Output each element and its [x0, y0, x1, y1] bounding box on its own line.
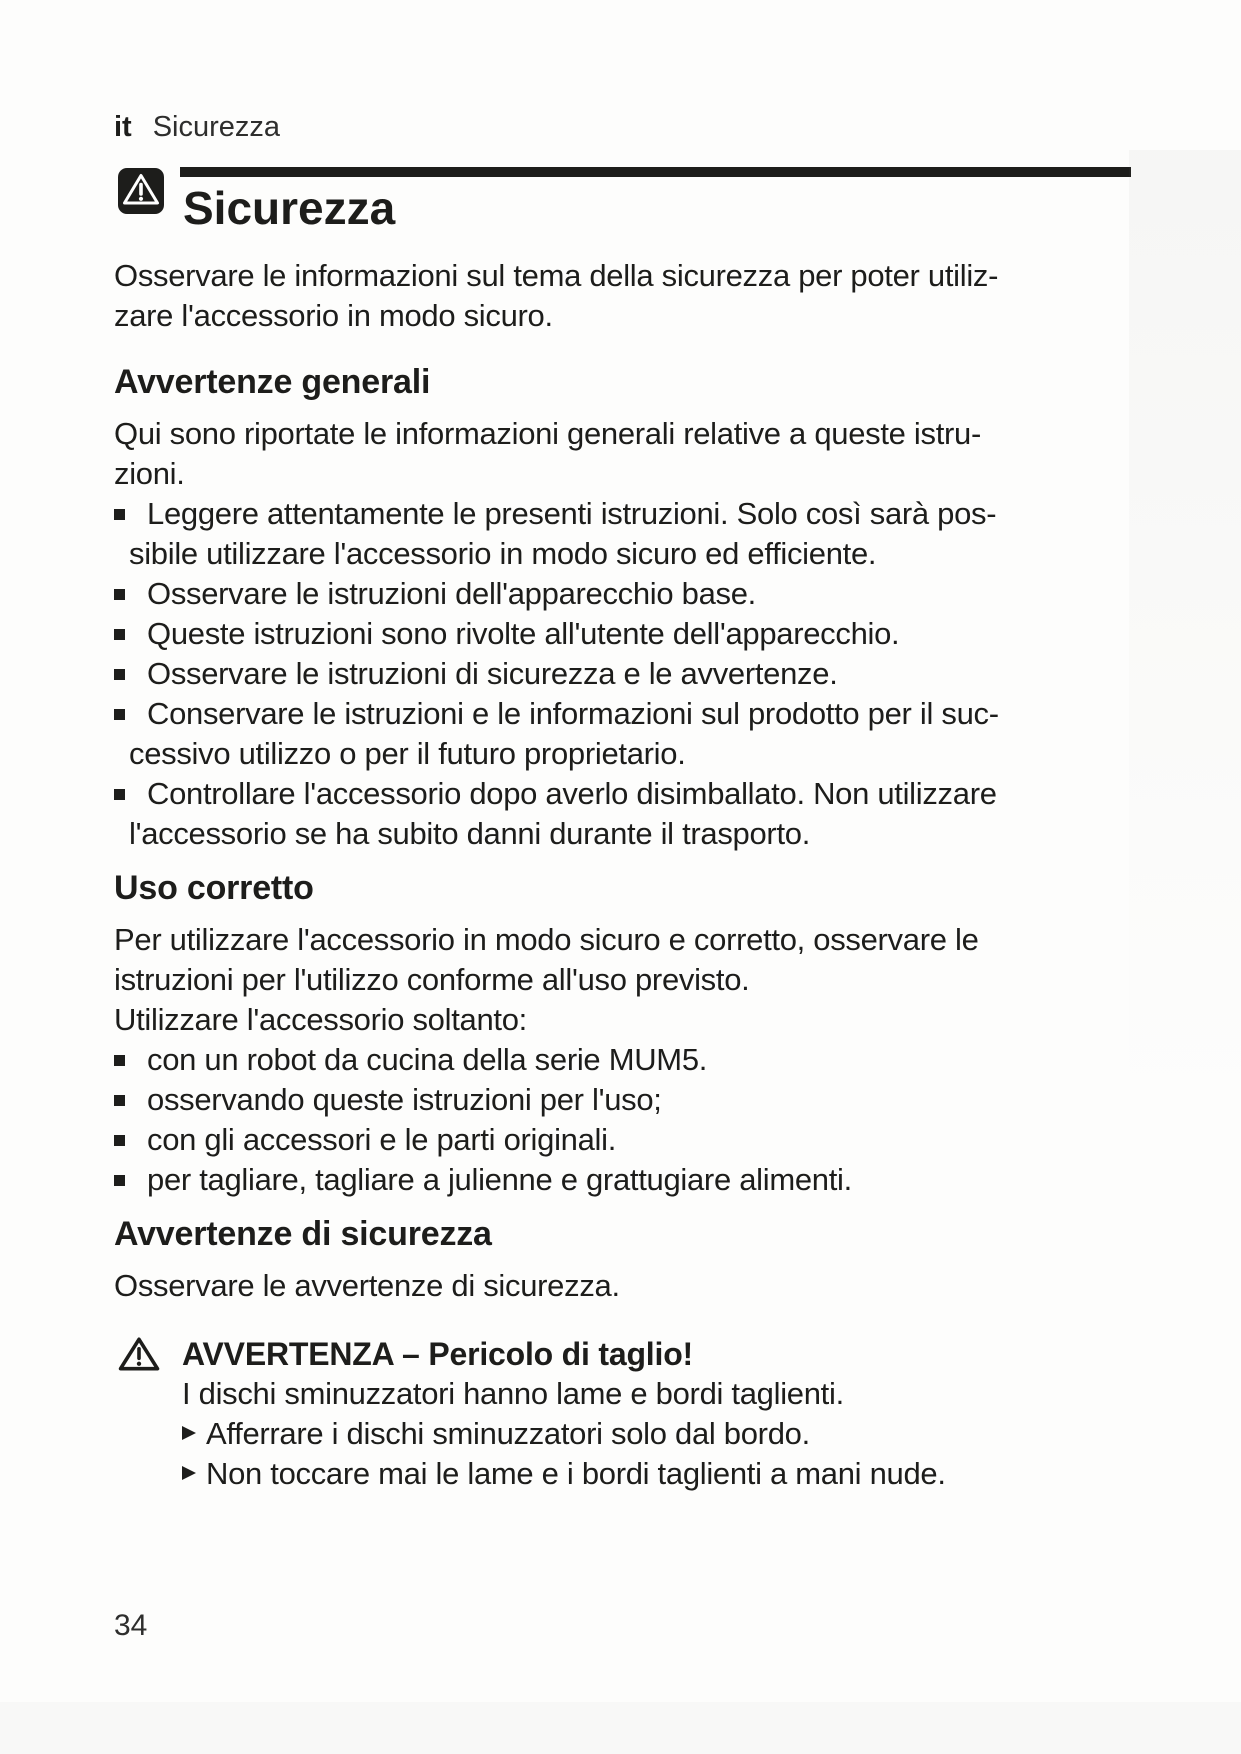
square-bullet-icon	[114, 789, 125, 800]
square-bullet-icon	[114, 669, 125, 680]
text-line: Per utilizzare l'accessorio in modo sicuro e corretto, osservare le	[114, 922, 979, 957]
warning-step-line: Afferrare i dischi sminuzzatori solo dal bordo.	[206, 1416, 810, 1451]
warning-triangle-icon	[118, 1336, 160, 1372]
list-item-line: con un robot da cucina della serie MUM5.	[147, 1042, 708, 1077]
warning-step-line: Non toccare mai le lame e i bordi taglienti a mani nude.	[206, 1456, 946, 1491]
text-line: Osservare le avvertenze di sicurezza.	[114, 1268, 620, 1303]
section-heading-general: Avvertenze generali	[114, 363, 431, 401]
square-bullet-icon	[114, 1135, 125, 1146]
text-line: zare l'accessorio in modo sicuro.	[114, 298, 553, 333]
running-header-title: Sicurezza	[152, 111, 281, 143]
text-line: Qui sono riportate le informazioni generali relative a queste istru-	[114, 416, 981, 451]
text-line: zioni.	[114, 456, 185, 491]
list-item-line: Controllare l'accessorio dopo averlo disimballato. Non utilizzare	[147, 776, 997, 811]
square-bullet-icon	[114, 1095, 125, 1106]
intro-paragraph	[114, 256, 1131, 336]
chapter-title: Sicurezza	[183, 182, 396, 234]
list-item	[114, 494, 1131, 574]
arrow-right-bullet-icon	[182, 1466, 196, 1480]
list-item-line: osservando queste istruzioni per l'uso;	[147, 1082, 662, 1117]
list-item	[114, 774, 1131, 854]
safety-intro-paragraph	[114, 1266, 1131, 1306]
chapter-title-block	[114, 167, 1131, 233]
list-item-line: Leggere attentamente le presenti istruzioni. Solo così sarà pos-	[147, 496, 997, 531]
list-item	[114, 574, 1131, 614]
square-bullet-icon	[114, 629, 125, 640]
general-intro-paragraph	[114, 414, 1131, 494]
list-item-line: l'accessorio se ha subito danni durante il trasporto.	[129, 816, 811, 851]
section-heading-intended-use: Uso corretto	[114, 869, 314, 907]
warning-content	[182, 1334, 1131, 1494]
language-code: it	[114, 111, 132, 143]
list-item	[114, 614, 1131, 654]
list-item	[114, 1040, 1131, 1080]
list-item	[114, 1080, 1131, 1120]
title-rule	[180, 167, 1131, 177]
intended-use-bullet-list	[114, 1040, 1131, 1200]
text-line: Osservare le informazioni sul tema della sicurezza per poter utiliz-	[114, 258, 999, 293]
list-item	[114, 654, 1131, 694]
intended-use-paragraph	[114, 920, 1131, 1040]
square-bullet-icon	[114, 589, 125, 600]
page-number: 34	[114, 1609, 148, 1642]
list-item-line: Conservare le istruzioni e le informazioni sul prodotto per il suc-	[147, 696, 999, 731]
list-item	[114, 694, 1131, 774]
warning-step	[182, 1414, 1131, 1454]
list-item-line: Queste istruzioni sono rivolte all'utente dell'apparecchio.	[147, 616, 900, 651]
list-item-line: sibile utilizzare l'accessorio in modo sicuro ed efficiente.	[129, 536, 877, 571]
list-item	[114, 1120, 1131, 1160]
chapter-title-column	[180, 167, 1131, 233]
list-item-line: Osservare le istruzioni di sicurezza e le avvertenze.	[147, 656, 838, 691]
warning-step	[182, 1454, 1131, 1494]
list-item-line: cessivo utilizzo o per il futuro proprietario.	[129, 736, 686, 771]
warning-box	[114, 1334, 1131, 1494]
text-line: Utilizzare l'accessorio soltanto:	[114, 1002, 527, 1037]
warning-title: AVVERTENZA – Pericolo di taglio!	[182, 1336, 693, 1372]
warning-triangle-badge-icon	[118, 168, 164, 214]
general-bullet-list	[114, 494, 1131, 854]
list-item-line: per tagliare, tagliare a julienne e grattugiare alimenti.	[147, 1162, 852, 1197]
warning-body-line: I dischi sminuzzatori hanno lame e bordi taglienti.	[182, 1376, 844, 1411]
square-bullet-icon	[114, 709, 125, 720]
list-item	[114, 1160, 1131, 1200]
list-item-line: con gli accessori e le parti originali.	[147, 1122, 617, 1157]
running-header	[114, 109, 1131, 145]
text-line: istruzioni per l'utilizzo conforme all'uso previsto.	[114, 962, 750, 997]
square-bullet-icon	[114, 1055, 125, 1066]
square-bullet-icon	[114, 509, 125, 520]
square-bullet-icon	[114, 1175, 125, 1186]
arrow-right-bullet-icon	[182, 1426, 196, 1440]
list-item-line: Osservare le istruzioni dell'apparecchio base.	[147, 576, 756, 611]
section-heading-safety: Avvertenze di sicurezza	[114, 1215, 492, 1253]
